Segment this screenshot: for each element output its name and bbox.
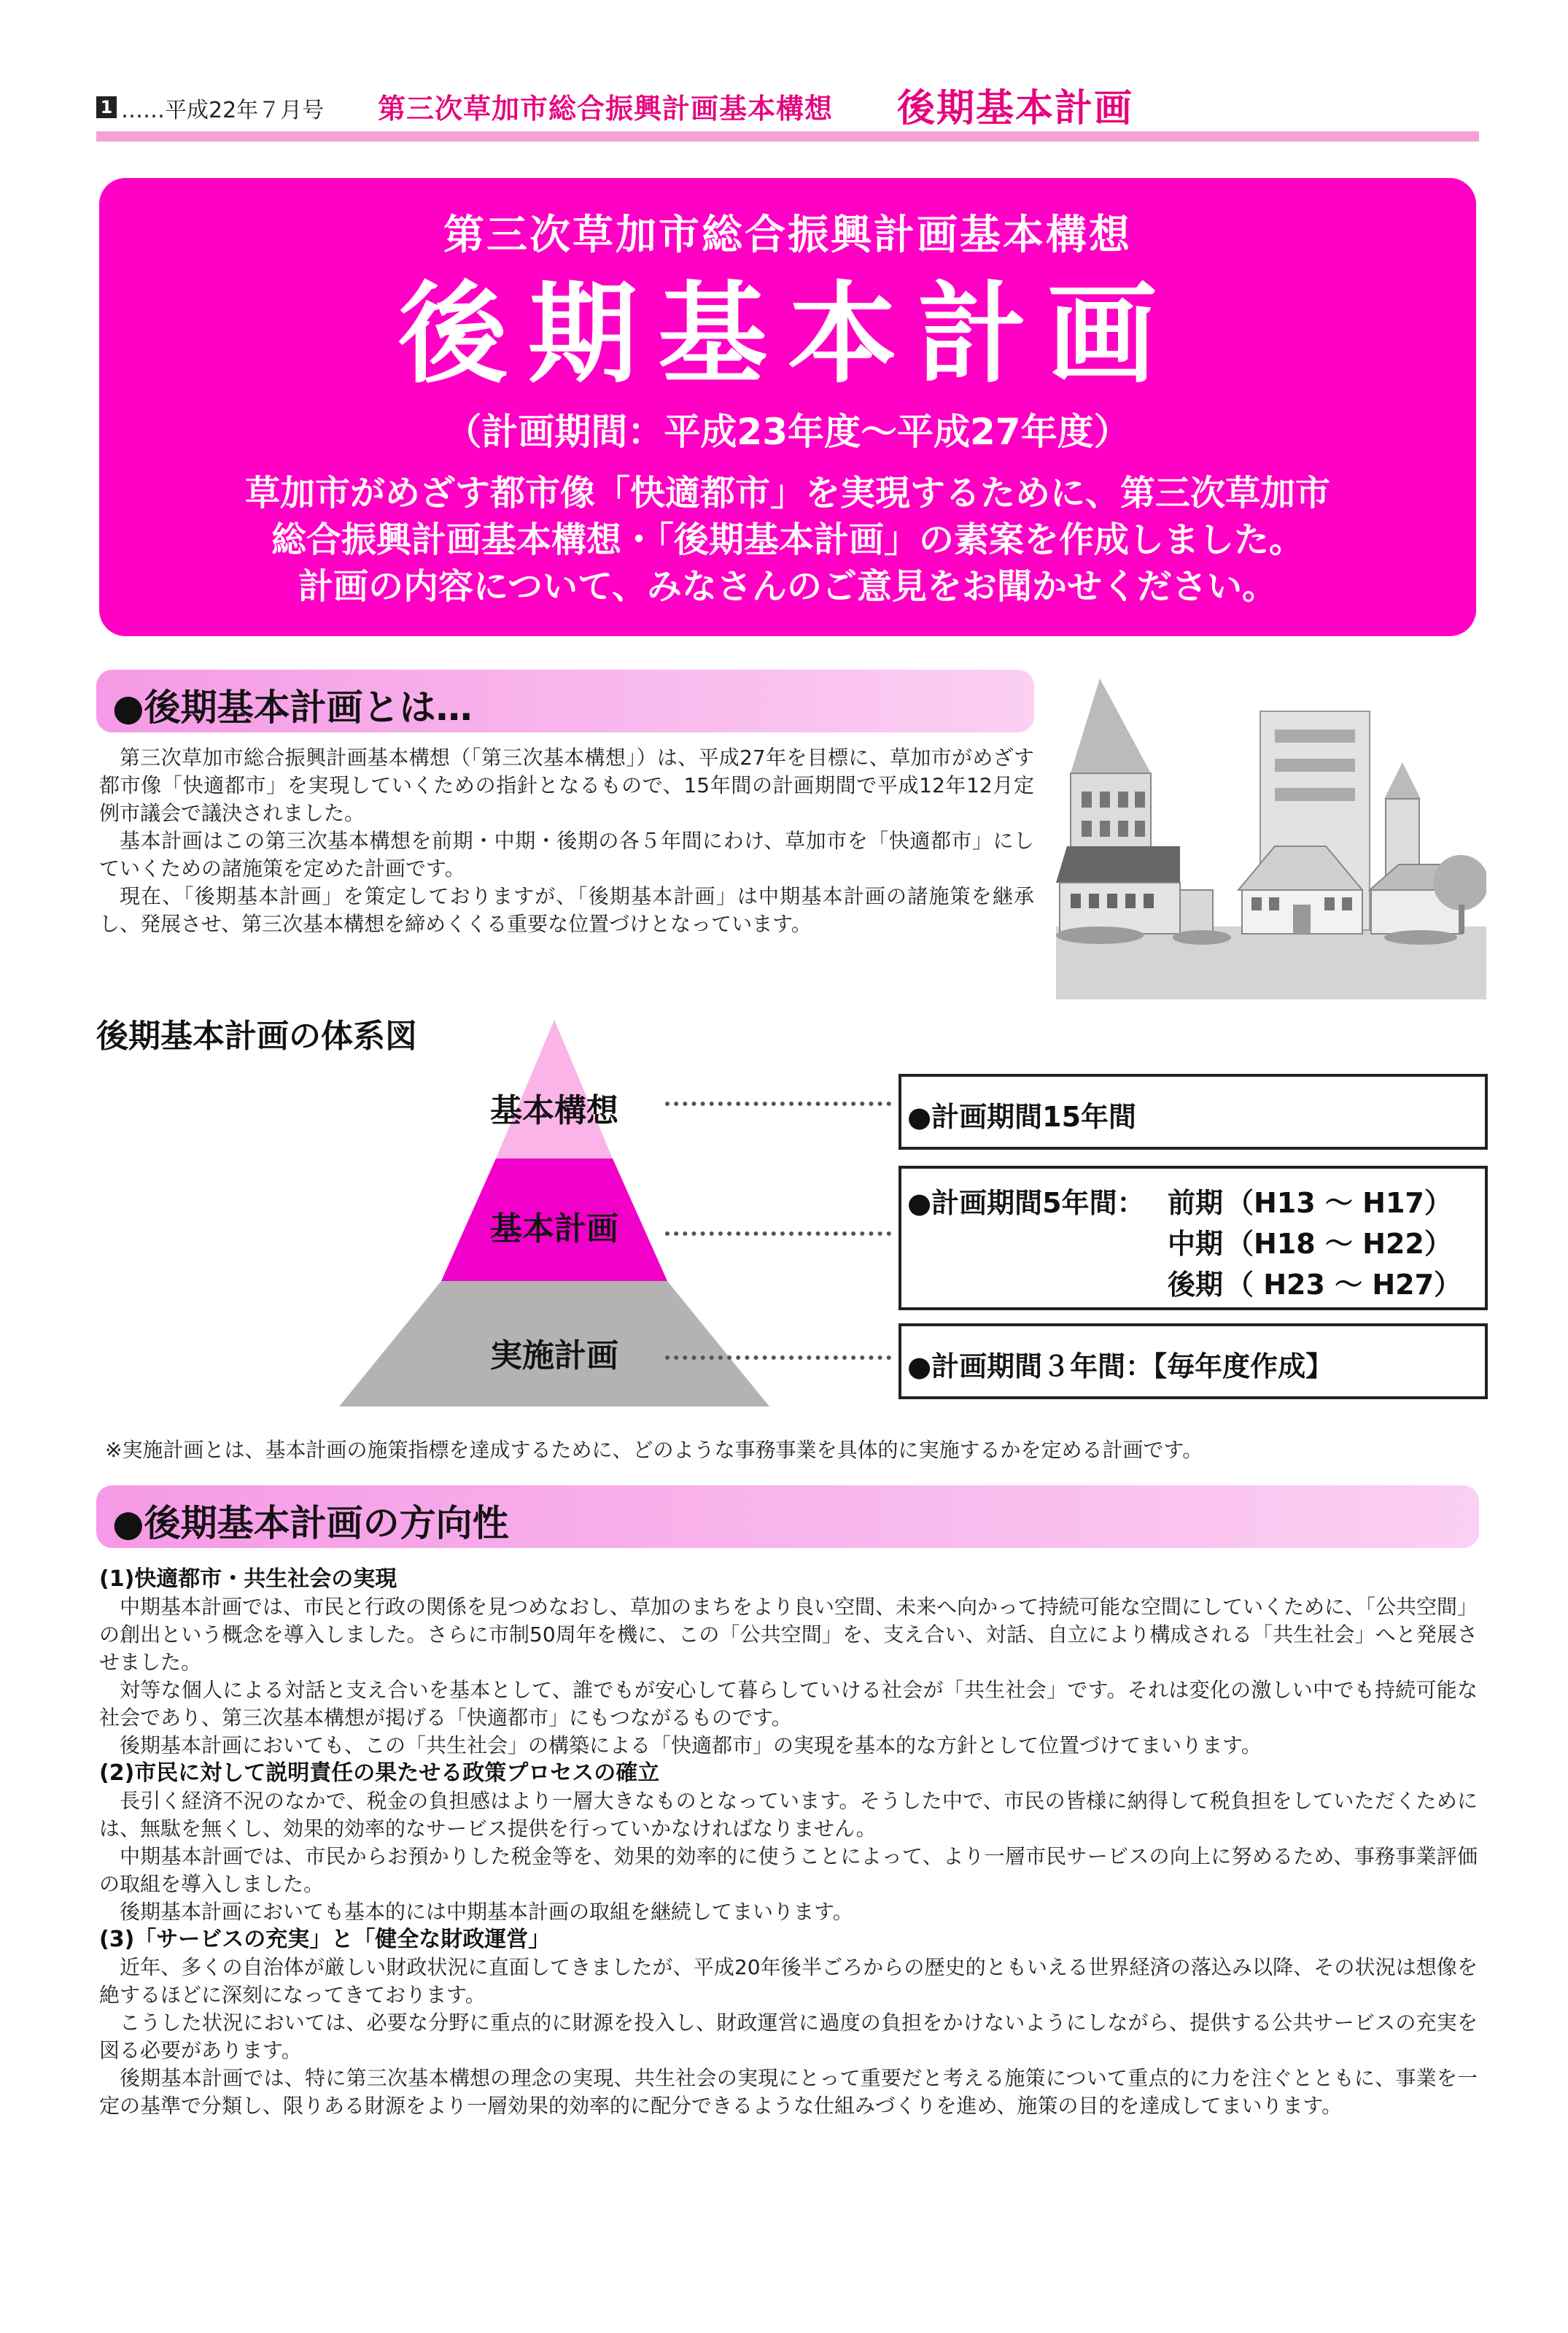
- subheading: (1)快適都市・共生社会の実現: [99, 1566, 397, 1592]
- subheading: (2)市民に対して説明責任の果たせる政策プロセスの確立: [99, 1760, 660, 1786]
- header-series: 第三次草加市総合振興計画基本構想: [378, 93, 834, 125]
- tier-label-jisshi-keikaku: 実施計画: [490, 1337, 618, 1374]
- banner-message-line: 総合振興計画基本構想・「後期基本計画」の素案を作成しました。: [271, 519, 1304, 560]
- paragraph: 第三次草加市総合振興計画基本構想（「第三次基本構想」）は、平成27年を目標に、草加市がめざす都市像「快適都市」を実現していくための指針となるもので、15年間の計画期間で平成12年12月定例市議会で議決されました。: [99, 746, 1034, 825]
- period-box-3y: [899, 1323, 1488, 1399]
- term-range: （ H23 ～ H27）: [1226, 1269, 1462, 1301]
- term-name: 中期: [1168, 1228, 1224, 1260]
- paragraph: 後期基本計画においても、この「共生社会」の構築による「快適都市」の実現を基本的な方針として位置づけてまいります。: [120, 1733, 1262, 1757]
- direction-text: [99, 1566, 1478, 2120]
- period-box-lead: ●計画期間5年間：: [907, 1187, 1145, 1219]
- diagram-footnote: ※実施計画とは、基本計画の施策指標を達成するために、どのような事務事業を具体的に実施するかを定める計画です。: [105, 1438, 1203, 1462]
- leader-line-1: [665, 1102, 891, 1106]
- period-box-5y: [899, 1166, 1488, 1310]
- period-box-text: ●計画期間15年間: [907, 1101, 1137, 1133]
- paragraph: 中期基本計画では、市民からお預かりした税金等を、効果的効率的に使うことによって、より一層市民サービスの向上に努めるため、事務事業評価の取組を導入しました。: [99, 1844, 1478, 1896]
- paragraph: 長引く経済不況のなかで、税金の負担感はより一層大きなものとなっています。そうした中で、市民の皆様に納得して税負担をしていただくためには、無駄を無くし、効果的効率的なサービス提供を行っていかなければなりません。: [99, 1789, 1478, 1841]
- tier-label-kihon-keikaku: 基本計画: [490, 1210, 618, 1247]
- banner-message-line: 計画の内容について、みなさんのご意見をお聞かせください。: [298, 566, 1278, 607]
- section-heading-text: ●後期基本計画の方向性: [112, 1502, 509, 1544]
- banner-message-line: 草加市がめざす都市像「快適都市」を実現するために、第三次草加市: [244, 473, 1330, 514]
- banner-message: [99, 470, 1476, 610]
- paragraph: 対等な個人による対話と支え合いを基本として、誰でもが安心して暮らしていける社会が「共生社会」です。それは変化の激しい中でも持続可能な社会であり、第三次基本構想が掲げる「快適都市」にもつながるものです。: [99, 1678, 1478, 1730]
- period-box-text: ●計画期間３年間：【毎年度作成】: [907, 1350, 1334, 1382]
- paragraph: 基本計画はこの第三次基本構想を前期・中期・後期の各５年間にわけ、草加市を「快適都市」にしていくための諸施策を定めた計画です。: [99, 829, 1034, 881]
- hero-banner: [99, 178, 1476, 636]
- paragraph: 中期基本計画では、市民と行政の関係を見つめなおし、草加のまちをより良い空間、未来へ向かって持続可能な空間にしていくために、「公共空間」の創出という概念を導入しました。さらに市制50周年を機に、この「公共空間」を、支え合い、対話、自立により構成される「共生社会」へと発展させました。: [99, 1595, 1478, 1674]
- issue-label: ……平成22年７月号: [121, 98, 325, 123]
- section-heading-text: ●後期基本計画とは…: [112, 686, 473, 729]
- about-text: [99, 744, 1034, 938]
- section-heading-direction: [96, 1485, 1479, 1548]
- leader-line-3: [665, 1355, 891, 1360]
- paragraph: 現在、「後期基本計画」を策定しておりますが、「後期基本計画」は中期基本計画の諸施策を継承し、発展させ、第三次基本構想を締めくくる重要な位置づけとなっています。: [99, 884, 1034, 936]
- header-rule: [96, 131, 1479, 142]
- section-heading-about: [96, 670, 1034, 732]
- page-number-badge: 1: [96, 96, 117, 118]
- term-range: （H13 ～ H17）: [1226, 1187, 1452, 1219]
- leader-line-2: [665, 1231, 891, 1236]
- paragraph: 後期基本計画においても基本的には中期基本計画の取組を継続してまいります。: [120, 1900, 853, 1924]
- header-title: 後期基本計画: [897, 87, 1134, 131]
- term-name: 後期: [1168, 1269, 1224, 1301]
- city-buildings-illustration: [1056, 671, 1486, 999]
- paragraph: 近年、多くの自治体が厳しい財政状況に直面してきましたが、平成20年後半ごろからの歴史的ともいえる世界経済の落込み以降、その状況は想像を絶するほどに深刻になってきております。: [99, 1955, 1478, 2007]
- term-name: 前期: [1168, 1187, 1224, 1219]
- diagram-title: 後期基本計画の体系図: [96, 1018, 417, 1055]
- period-box-15y: [899, 1074, 1488, 1150]
- tier-label-kihon-koso: 基本構想: [490, 1092, 618, 1129]
- subheading: (3)「サービスの充実」と「健全な財政運営」: [99, 1927, 551, 1952]
- banner-title: 後期基本計画: [397, 271, 1177, 398]
- banner-period: （計画期間：平成23年度～平成27年度）: [445, 411, 1130, 453]
- term-range: （H18 ～ H22）: [1226, 1228, 1452, 1260]
- paragraph: 後期基本計画では、特に第三次基本構想の理念の実現、共生社会の実現にとって重要だと考える施策について重点的に力を注ぐとともに、事業を一定の基準で分類し、限りある財源をより一層効果的効率的に配分できるような仕組みづくりを進め、施策の目的を達成してまいります。: [99, 2066, 1478, 2118]
- paragraph: こうした状況においては、必要な分野に重点的に財源を投入し、財政運営に過度の負担をかけないようにしながら、提供する公共サービスの充実を図る必要があります。: [99, 2011, 1478, 2062]
- banner-series: 第三次草加市総合振興計画基本構想: [443, 212, 1132, 259]
